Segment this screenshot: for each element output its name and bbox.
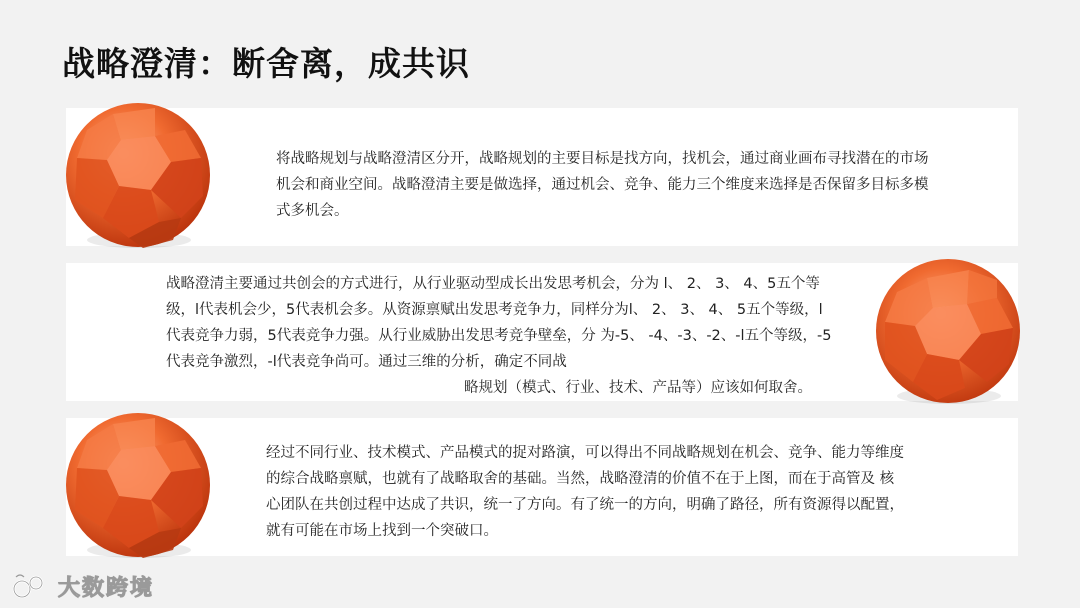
card-3-text: 经过不同行业、技术模式、产品模式的捉对路演，可以得出不同战略规划在机会、竞争、能力等维度的综合战略禀赋，也就有了战略取舍的基础。当然，战略澄清的价值不在于上图，而在于高管及 核心团队在共创过程中达成了共识，统一了方向。有了统一的方向，明确了路径，所有资源得以配置，就有可能在市场上找到一个突破口。 — [266, 445, 904, 539]
card-2-text-last-line: 略规划（模式、行业、技术、产品等）应该如何取舍。 — [464, 380, 812, 396]
ball-graphic — [63, 410, 213, 560]
ball-graphic — [63, 100, 213, 250]
logo-text: 大数跨境 — [58, 575, 155, 601]
brand-logo — [10, 570, 154, 602]
card-2-text — [166, 271, 832, 401]
bee-logo-icon — [10, 571, 50, 601]
faceted-ball-icon — [63, 100, 213, 250]
ball-graphic — [873, 256, 1023, 406]
card-1-text: 将战略规划与战略澄清区分开，战略规划的主要目标是找方向，找机会，通过商业画布寻找潜在的市场机会和商业空间。战略澄清主要是做选择，通过机会、竞争、能力三个维度来选择是否保留多目标多模式多机会。 — [276, 151, 929, 219]
faceted-ball-icon — [63, 410, 213, 560]
card-2-text-body: 战略澄清主要通过共创会的方式进行，从行业驱动型成长出发思考机会，分为 l、 2、 3、 4、5五个等级，l代表机会少，5代表机会多。从资源禀赋出发思考竞争力，同样分为l、 2、 3、 4、 5五个等级，l代表竞争力弱，5代表竞争力强。从行业威胁出发思考竞争壁垒，分 为-5、 -4、-3、-2、-l五个等级，-5代表竞争激烈，-l代表竞争尚可。通过三维的分析，确定不同战 — [166, 276, 832, 370]
page-title: 战略澄清：断舍离，成共识 — [62, 44, 470, 83]
faceted-ball-icon — [873, 256, 1023, 406]
